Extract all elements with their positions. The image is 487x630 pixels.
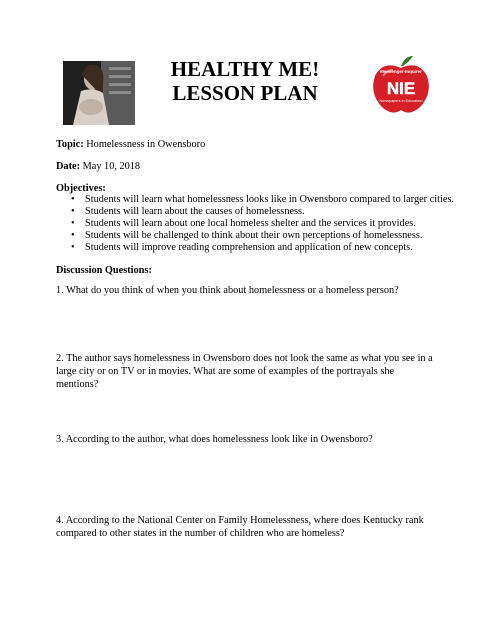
topic-label: Topic: (56, 139, 84, 150)
svg-text:Newspapers in Education: Newspapers in Education (379, 99, 423, 103)
question-3: 3. According to the author, what does homelessness look like in Owensboro? (56, 434, 373, 445)
topic-line (56, 138, 205, 151)
objective-item: • Students will learn about the causes of homelessness. (56, 206, 454, 218)
discussion-heading: Discussion Questions: (56, 265, 152, 276)
objective-item: • Students will learn about one local homeless shelter and the services it provides. (56, 218, 454, 230)
portrait-photo-icon (63, 61, 135, 125)
objectives-heading: Objectives: (56, 183, 106, 194)
topic-value: Homelessness in Owensboro (86, 139, 206, 150)
date-label: Date: (56, 161, 81, 172)
objective-item: • Students will improve reading comprehension and application of new concepts. (56, 242, 454, 254)
title-line-2: LESSON PLAN (172, 81, 318, 105)
date-line (56, 160, 140, 173)
title-line-1: HEALTHY ME! (170, 57, 320, 81)
svg-text:Messenger-Inquirer: Messenger-Inquirer (380, 69, 422, 74)
question-1: 1. What do you think of when you think about homelessness or a homeless person? (56, 285, 399, 296)
page-title (150, 57, 340, 105)
objective-item: • Students will learn what homelessness looks like in Owensboro compared to larger cities. (56, 194, 454, 206)
objective-item: • Students will be challenged to think about their own perceptions of homelessness. (56, 230, 454, 242)
date-value: May 10, 2018 (82, 161, 141, 172)
nie-apple-logo-icon (369, 54, 433, 116)
objectives-list (56, 194, 454, 254)
question-4: 4. According to the National Center on Family Homelessness, where does Kentucky rank compared to other states in the number of children who are homeless? (56, 515, 424, 539)
svg-text:NIE: NIE (386, 79, 416, 98)
question-2: 2. The author says homelessness in Owensboro does not look the same as what you see in a large city or on TV or in movies. What are some of examples of the portrayals she mentions? (56, 353, 433, 390)
